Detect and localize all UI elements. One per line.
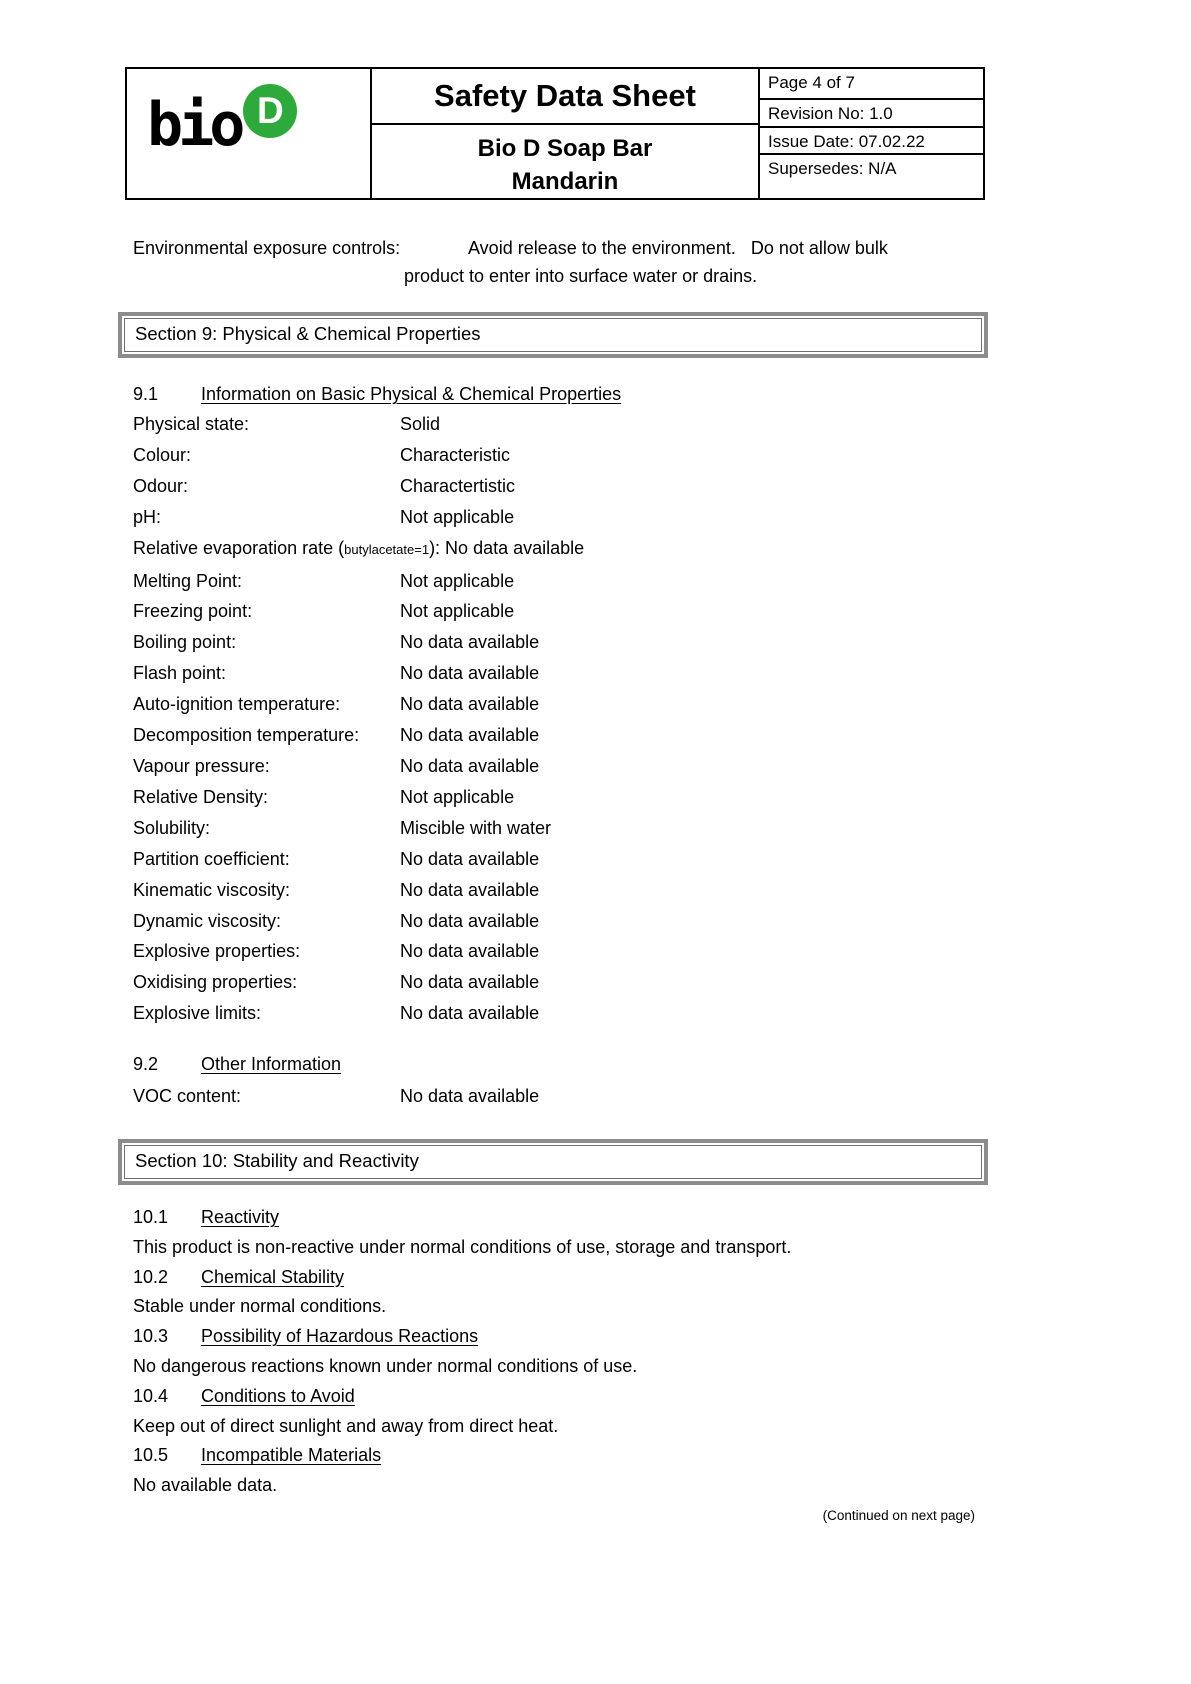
section10-subsections [133, 1203, 791, 1501]
section10-bar-title: Section 10: Stability and Reactivity [124, 1145, 982, 1179]
property-value: No data available [400, 972, 540, 993]
property-label: Odour: [133, 475, 189, 496]
property-value: No data available [400, 632, 540, 653]
property-label: Colour: [133, 444, 192, 465]
property-value: Not applicable [400, 506, 515, 527]
bio-d-logo [127, 69, 370, 160]
property-label: Auto-ignition temperature: [133, 694, 341, 715]
subsection-body: Keep out of direct sunlight and away from direct heat. [133, 1415, 559, 1436]
property-row [133, 782, 584, 813]
property-row [133, 658, 584, 689]
property-row [133, 967, 584, 998]
subsection [133, 1382, 791, 1442]
subsection-title: Reactivity [201, 1207, 280, 1227]
subsection-heading [133, 1441, 791, 1471]
subsection-heading [133, 1322, 791, 1352]
property-label: Explosive limits: [133, 1003, 262, 1024]
property-row [133, 720, 584, 751]
property-row [133, 844, 584, 875]
property-inline-pre: Relative evaporation rate ( [133, 537, 345, 558]
property-row [133, 440, 584, 471]
product-name [372, 125, 758, 198]
property-row [133, 502, 584, 533]
logo-badge: D [243, 84, 297, 138]
property-value: Not applicable [400, 786, 515, 807]
property-value: No data available [400, 879, 540, 900]
property-row [133, 596, 584, 627]
property-label: Vapour pressure: [133, 755, 270, 776]
property-row [133, 906, 584, 937]
heading-9-1 [133, 384, 621, 405]
exposure-value-line2: product to enter into surface water or drains. [404, 266, 758, 286]
section9-bar-title: Section 9: Physical & Chemical Properties [124, 318, 982, 352]
subsection [133, 1263, 791, 1323]
continued-note: (Continued on next page) [822, 1508, 975, 1523]
heading-9-1-title: Information on Basic Physical & Chemical Properties [201, 384, 622, 404]
document-title: Safety Data Sheet [372, 69, 758, 125]
section9-bar [118, 312, 988, 358]
header-meta [758, 69, 983, 198]
property-value: Solid [400, 414, 441, 434]
subsection-title: Chemical Stability [201, 1266, 345, 1287]
property-label: Partition coefficient: [133, 848, 290, 869]
subsection-body: Stable under normal conditions. [133, 1296, 387, 1317]
property-row [133, 566, 584, 597]
property-label: Boiling point: [133, 632, 237, 653]
exposure-label: Environmental exposure controls: [133, 238, 401, 258]
product-name-line1: Bio D Soap Bar [477, 135, 653, 162]
voc-value: No data available [400, 1086, 540, 1106]
property-value: No data available [400, 941, 540, 962]
property-value: No data available [400, 848, 540, 869]
section10-bar [118, 1139, 988, 1185]
property-label: Decomposition temperature: [133, 725, 360, 746]
subsection-heading [133, 1263, 791, 1293]
heading-9-2-title: Other Information [201, 1054, 342, 1074]
subsection-heading [133, 1203, 791, 1233]
exposure-value-line1: Avoid release to the environment. Do not allow bulk [468, 238, 888, 258]
property-label: Kinematic viscosity: [133, 879, 291, 900]
property-label: Physical state: [133, 414, 250, 434]
property-value: Not applicable [400, 570, 515, 591]
property-row [133, 813, 584, 844]
heading-9-2 [133, 1054, 341, 1075]
property-row [133, 875, 584, 906]
property-value: No data available [400, 1003, 540, 1024]
property-label: Oxidising properties: [133, 972, 298, 993]
property-inline-post: ): No data available [429, 537, 585, 558]
product-name-line2: Mandarin [511, 168, 619, 195]
property-value: Charactertistic [400, 475, 516, 496]
property-row [133, 998, 584, 1029]
subsection-number: 10.4 [133, 1385, 169, 1406]
subsection [133, 1203, 791, 1263]
property-label: Relative Density: [133, 786, 269, 807]
subsection-body: This product is non-reactive under normal conditions of use, storage and transport. [133, 1236, 792, 1257]
subsection [133, 1441, 791, 1501]
property-row [133, 471, 584, 502]
property-value: Miscible with water [400, 817, 552, 838]
property-value: Characteristic [400, 444, 511, 465]
subsection-number: 10.2 [133, 1266, 169, 1287]
voc-row [133, 1086, 539, 1107]
header-meta-row: Revision No: 1.0 [760, 100, 983, 128]
subsection-body: No available data. [133, 1475, 278, 1496]
subsection-heading [133, 1382, 791, 1412]
logo-text: bio [147, 90, 241, 160]
property-value: No data available [400, 663, 540, 684]
property-value: No data available [400, 694, 540, 715]
property-label: Melting Point: [133, 570, 243, 591]
header-meta-row: Supersedes: N/A [768, 159, 897, 178]
property-label: Flash point: [133, 663, 227, 684]
property-label: Explosive properties: [133, 941, 301, 962]
header-meta-row: Page 4 of 7 [760, 69, 983, 100]
property-row [133, 627, 584, 658]
property-inline-small: butylacetate=1 [344, 541, 430, 557]
property-row [133, 689, 584, 720]
property-row [133, 936, 584, 967]
subsection-body: No dangerous reactions known under normal conditions of use. [133, 1355, 638, 1376]
properties-list [133, 409, 584, 1029]
subsection-title: Possibility of Hazardous Reactions [201, 1326, 479, 1347]
subsection-title: Incompatible Materials [201, 1445, 382, 1466]
header-table [125, 67, 985, 200]
property-label: pH: [133, 506, 162, 527]
property-label: Freezing point: [133, 601, 253, 622]
subsection-number: 10.3 [133, 1326, 169, 1347]
subsection-number: 10.5 [133, 1445, 169, 1466]
logo-cell [127, 69, 372, 198]
property-row [133, 533, 584, 566]
header-meta-row: Issue Date: 07.02.22 [760, 128, 983, 155]
property-label: Solubility: [133, 817, 211, 838]
property-value: Not applicable [400, 601, 515, 622]
property-label: Dynamic viscosity: [133, 910, 282, 931]
property-row [133, 751, 584, 782]
property-row [133, 409, 584, 440]
subsection [133, 1322, 791, 1382]
property-value: No data available [400, 755, 540, 776]
subsection-number: 10.1 [133, 1207, 169, 1227]
heading-9-1-number: 9.1 [133, 384, 159, 404]
property-value: No data available [400, 725, 540, 746]
heading-9-2-number: 9.2 [133, 1054, 159, 1074]
subsection-title: Conditions to Avoid [201, 1385, 355, 1406]
property-value: No data available [400, 910, 540, 931]
voc-label: VOC content: [133, 1086, 242, 1106]
title-cell [372, 69, 758, 198]
